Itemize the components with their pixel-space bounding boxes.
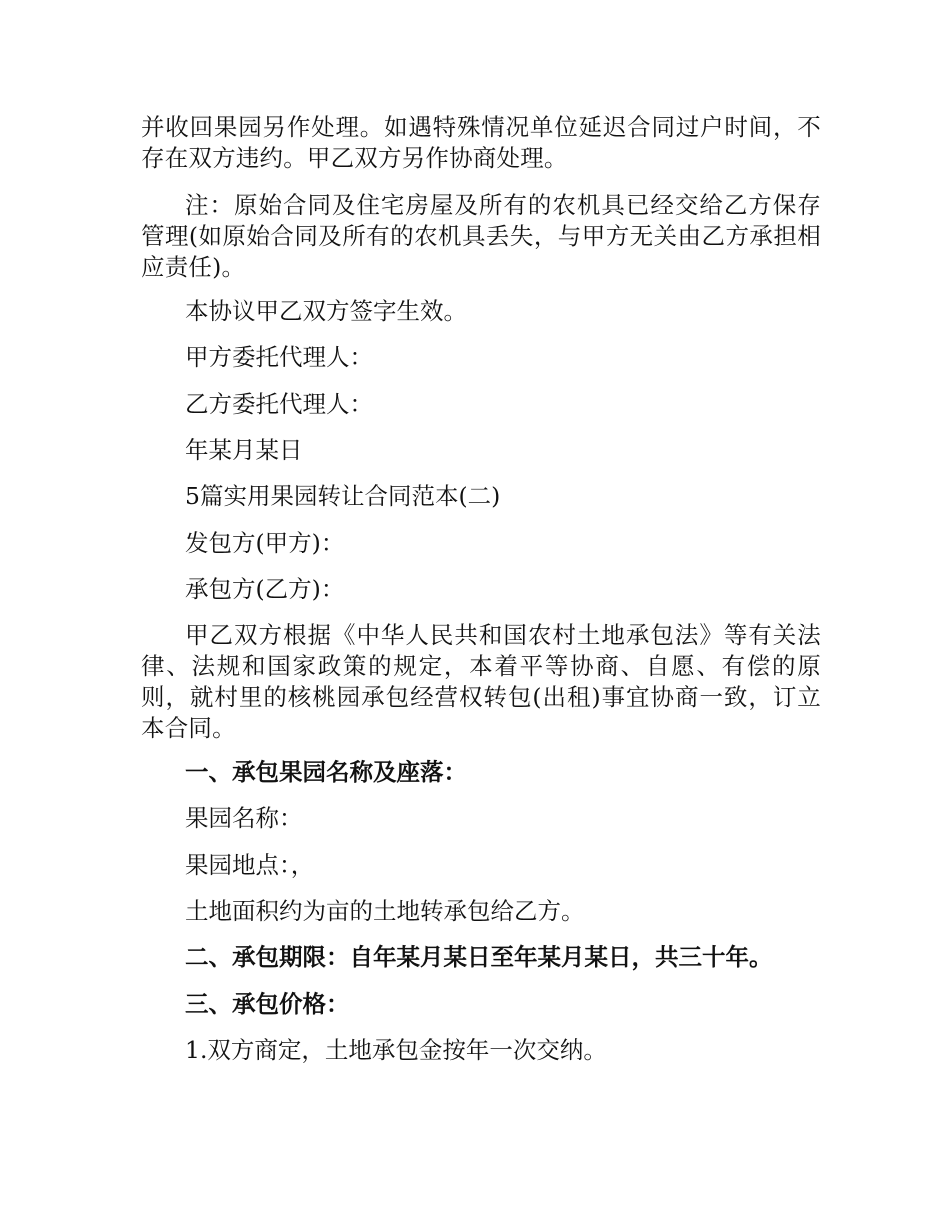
heading-price: 三、承包价格： <box>185 990 350 1018</box>
heading-term: 二、承包期限：自年某月某日至年某月某日，共三十年。 <box>185 943 773 971</box>
party-b-agent-label: 乙方委托代理人： <box>185 390 373 418</box>
paragraph-preamble: 甲乙双方根据《中华人民共和国农村土地承包法》等有关法律、法规和国家政策的规定，本着平等协商、自愿、有偿的原则，就村里的核桃园承包经营权转包(出租)事宜协商一致，订立本合同。 <box>141 621 821 742</box>
paragraph-effective: 本协议甲乙双方签字生效。 <box>185 297 467 325</box>
orchard-name-label: 果园名称： <box>185 804 303 832</box>
orchard-address-label: 果园地点：， <box>185 851 315 879</box>
section-title: 5篇实用果园转让合同范本(二) <box>185 482 501 510</box>
date-line: 年某月某日 <box>185 436 303 464</box>
paragraph-note: 注：原始合同及住宅房屋及所有的农机具已经交给乙方保存管理(如原始合同及所有的农机具丢失，与甲方无关由乙方承担相应责任)。 <box>141 191 821 281</box>
price-item-1: 1.双方商定，土地承包金按年一次交纳。 <box>185 1036 607 1064</box>
party-a-agent-label: 甲方委托代理人： <box>185 343 373 371</box>
heading-orchard-location: 一、承包果园名称及座落： <box>185 758 467 786</box>
party-a-label: 发包方(甲方)： <box>185 529 345 557</box>
paragraph-continuation: 并收回果园另作处理。如遇特殊情况单位延迟合同过户时间，不存在双方违约。甲乙双方另作协商处理。 <box>141 113 821 172</box>
land-area-line: 土地面积约为亩的土地转承包给乙方。 <box>185 897 585 925</box>
party-b-label: 承包方(乙方)： <box>185 575 345 603</box>
